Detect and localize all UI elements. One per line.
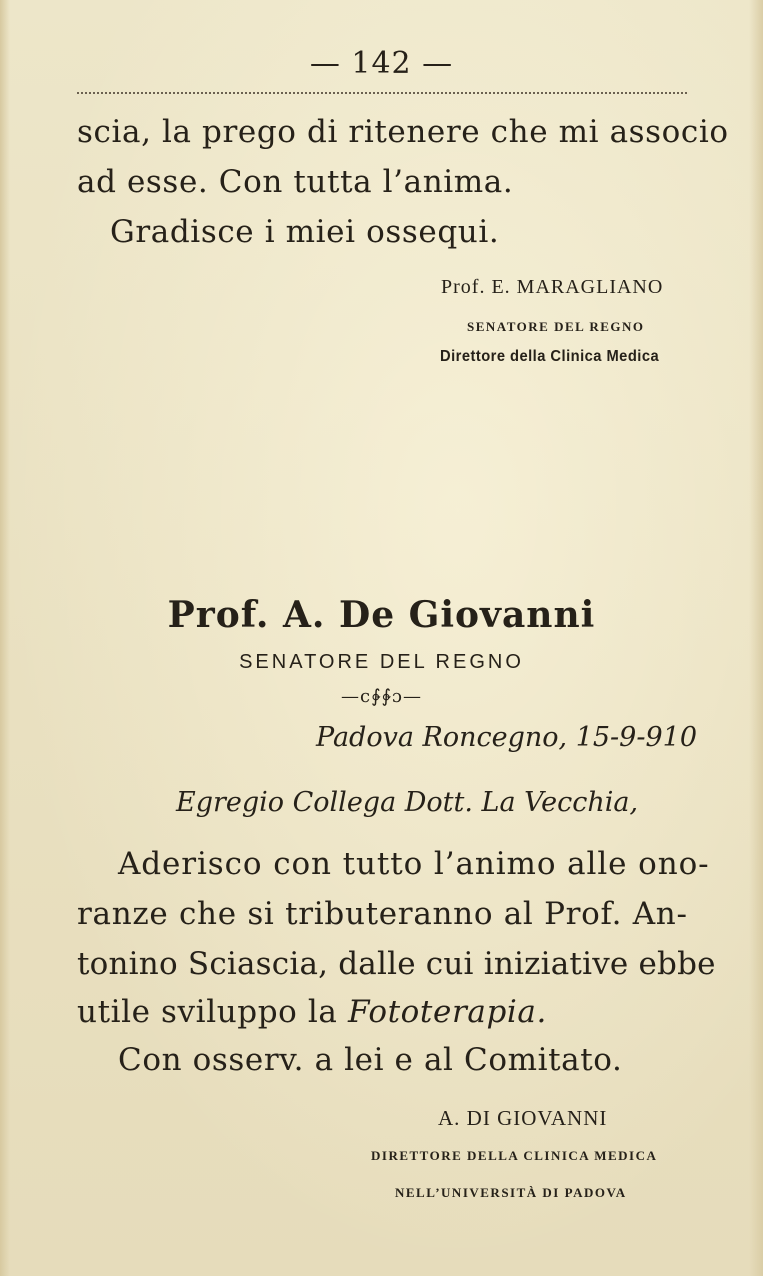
letter2-place-date: Padova Roncegno, 15-9-910 xyxy=(316,722,698,753)
letter2-body-line-1: Aderisco con tutto l’animo alle ono- xyxy=(118,846,710,882)
letter1-line-3: Gradisce i miei ossequi. xyxy=(110,214,500,250)
signature2-title: DIRETTORE DELLA CLINICA MEDICA xyxy=(371,1148,658,1163)
letter2-salutation: Egregio Collega Dott. La Vecchia, xyxy=(176,787,639,818)
letter2-closing: Con osserv. a lei e al Comitato. xyxy=(118,1042,623,1078)
dotted-rule xyxy=(77,92,687,94)
signature1-role: Direttore della Clinica Medica xyxy=(440,348,660,365)
letterhead-name: Prof. A. De Giovanni xyxy=(167,594,596,636)
letter1-line-1: scia, la prego di ritenere che mi associo xyxy=(77,114,729,150)
signature1-title: SENATORE DEL REGNO xyxy=(467,319,645,334)
letterhead-title: SENATORE DEL REGNO xyxy=(239,651,524,673)
letter2-body-line-4-italic: Fototerapia. xyxy=(347,994,547,1030)
letter1-line-2: ad esse. Con tutta l’anima. xyxy=(77,164,514,200)
letter2-body-line-4 xyxy=(77,994,547,1030)
page-number: — 142 — xyxy=(309,46,454,81)
page-edge-right xyxy=(749,0,763,1276)
ornament-divider: —c∲∲ɔ— xyxy=(341,686,422,707)
signature2-name: A. DI GIOVANNI xyxy=(438,1106,608,1130)
signature2-affiliation: NELL’UNIVERSITÀ DI PADOVA xyxy=(395,1185,627,1200)
signature1-name: Prof. E. MARAGLIANO xyxy=(441,276,664,298)
letter2-body-line-2: ranze che si tributeranno al Prof. An- xyxy=(77,896,688,932)
letter2-body-line-4-prefix: utile sviluppo la xyxy=(77,994,348,1030)
letter2-body-line-3: tonino Sciascia, dalle cui iniziative ebbe xyxy=(77,946,716,982)
page-edge-left xyxy=(0,0,10,1276)
